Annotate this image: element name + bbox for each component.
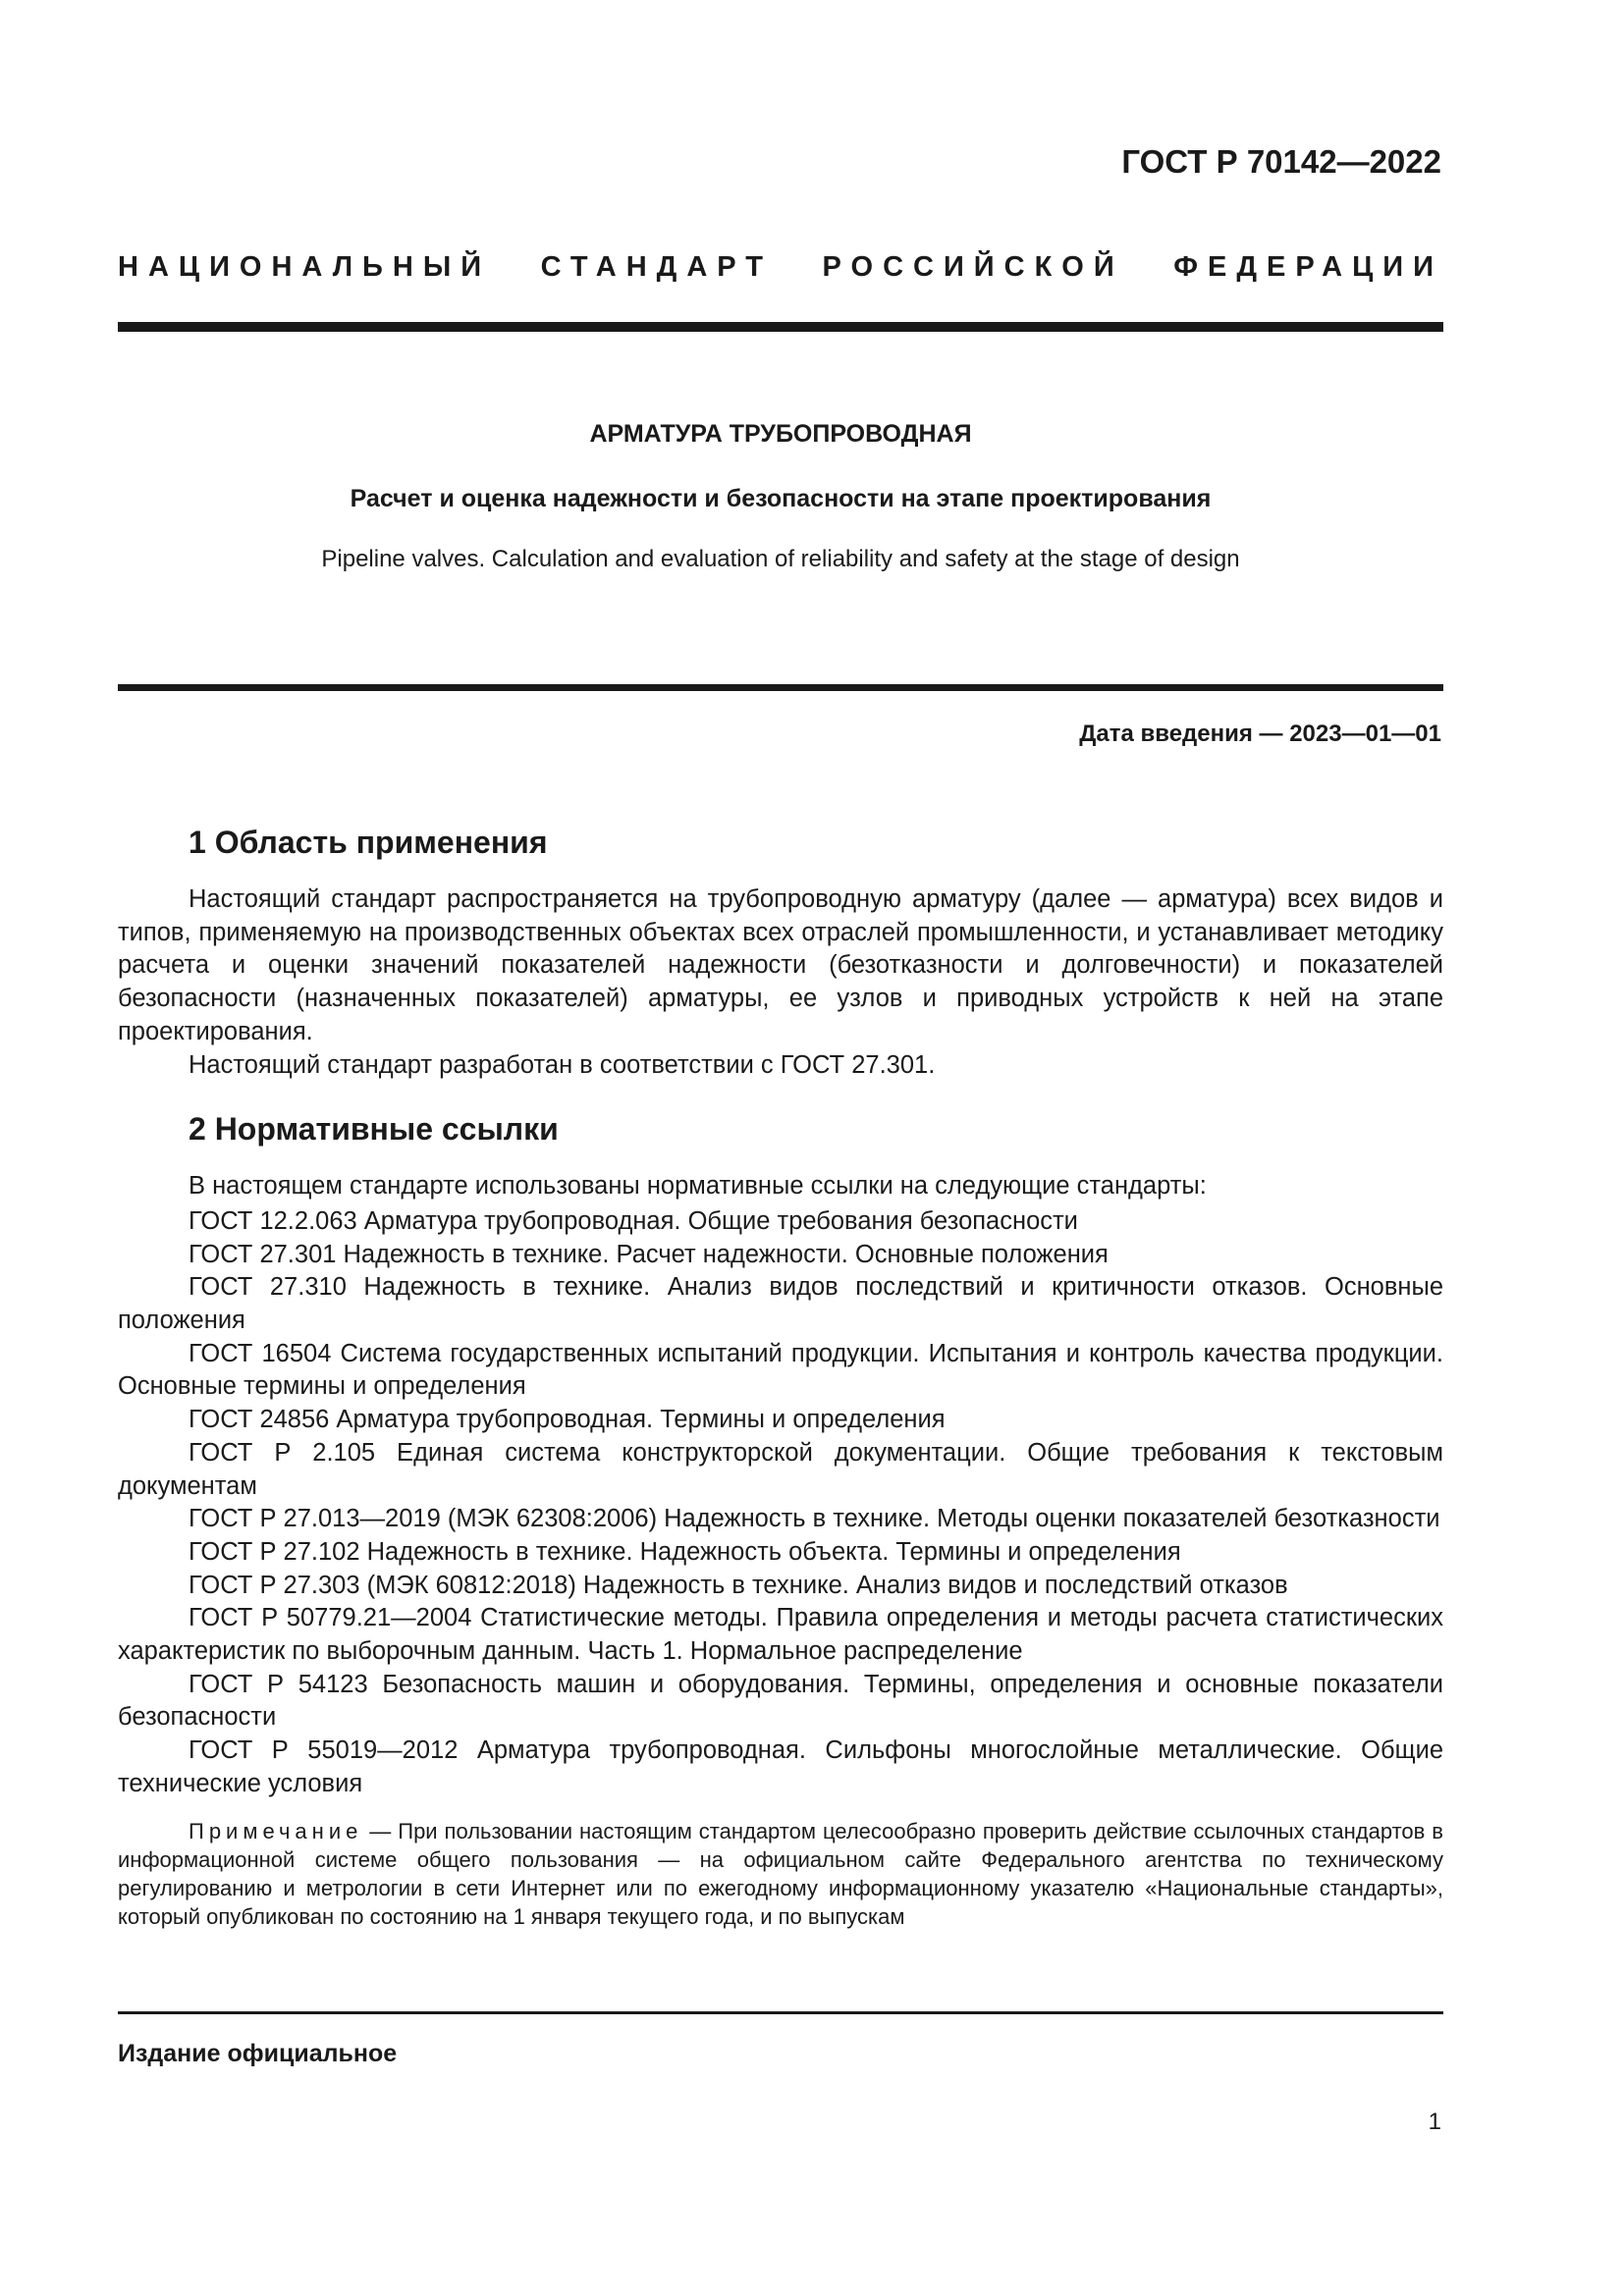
reference-item: ГОСТ Р 50779.21—2004 Статистические методы. Правила определения и методы расчета статистических характеристик по выборочным данным. Часть 1. Нормальное распределение [118,1604,1443,1666]
document-title: АРМАТУРА ТРУБОПРОВОДНАЯ [589,420,972,448]
reference-item: ГОСТ Р 55019—2012 Арматура трубопроводная. Сильфоны многослойные металлические. Общие технические условия [118,1736,1443,1797]
reference-item: ГОСТ 27.301 Надежность в технике. Расчет надежности. Основные положения [189,1240,1109,1268]
section-2-intro: В настоящем стандарте использованы нормативные ссылки на следующие стандарты: [189,1172,1207,1201]
document-subtitle: Расчет и оценка надежности и безопасности на этапе проектирования [350,485,1212,512]
reference-item: ГОСТ Р 54123 Безопасность машин и оборудования. Термины, определения и основные показатели безопасности [118,1670,1443,1732]
top-divider [118,322,1443,332]
reference-item: ГОСТ Р 27.102 Надежность в технике. Надежность объекта. Термины и определения [189,1537,1181,1566]
footer-divider [118,2011,1443,2014]
title-divider [118,684,1443,691]
reference-item: ГОСТ Р 27.013—2019 (МЭК 62308:2006) Надежность в технике. Методы оценки показателей безотказности [189,1505,1440,1533]
english-title: Pipeline valves. Calculation and evaluation of reliability and safety at the stage of design [321,546,1240,572]
introduction-date: Дата введения — 2023—01—01 [1079,721,1441,747]
document-number: ГОСТ Р 70142—2022 [1121,143,1441,180]
note-text: — При пользовании настоящим стандартом целесообразно проверить действие ссылочных стандартов в информационной системе общего пользования — на официальном сайте Федерального агентства по техническому регулированию и метрологии в сети Интернет или по ежегодному информационному указателю «Национальные стандарты», который опубликован по состоянию на 1 января текущего года, и по выпускам [118,1818,1443,1929]
reference-item: ГОСТ 27.310 Надежность в технике. Анализ видов последствий и критичности отказов. Основные положения [118,1273,1443,1335]
document-body [118,823,1443,1952]
section-2-heading: 2 Нормативные ссылки [189,1111,559,1148]
section-1-heading: 1 Область применения [189,825,548,860]
section-1-paragraph: Настоящий стандарт распространяется на трубопроводную арматуру (далее — арматура) всех видов и типов, применяемую на производственных объектах всех отраслей промышленности, и устанавливает методику расчета и оценки значений показателей надежности (безотказности и долговечности) и показателей безопасности (назначенных показателей) арматуры, ее узлов и приводных устройств к ней на этапе проектирования. [118,885,1443,1045]
national-standard-banner: НАЦИОНАЛЬНЫЙ СТАНДАРТ РОССИЙСКОЙ ФЕДЕРАЦИИ [118,251,1443,283]
reference-item: ГОСТ 16504 Система государственных испытаний продукции. Испытания и контроль качества продукции. Основные термины и определения [118,1339,1443,1401]
note-label: Примечание [189,1818,363,1843]
official-edition-label: Издание официальное [118,2040,398,2067]
reference-item: ГОСТ 24856 Арматура трубопроводная. Термины и определения [189,1406,946,1434]
note-paragraph [118,1817,1443,1931]
page-number: 1 [1428,2109,1441,2135]
reference-item: ГОСТ Р 2.105 Единая система конструкторской документации. Общие требования к текстовым документам [118,1438,1443,1500]
references-list [118,1205,1443,1801]
section-1-paragraph: Настоящий стандарт разработан в соответствии с ГОСТ 27.301. [189,1050,936,1079]
reference-item: ГОСТ 12.2.063 Арматура трубопроводная. Общие требования безопасности [189,1206,1078,1235]
reference-item: ГОСТ Р 27.303 (МЭК 60812:2018) Надежность в технике. Анализ видов и последствий отказов [189,1571,1288,1599]
